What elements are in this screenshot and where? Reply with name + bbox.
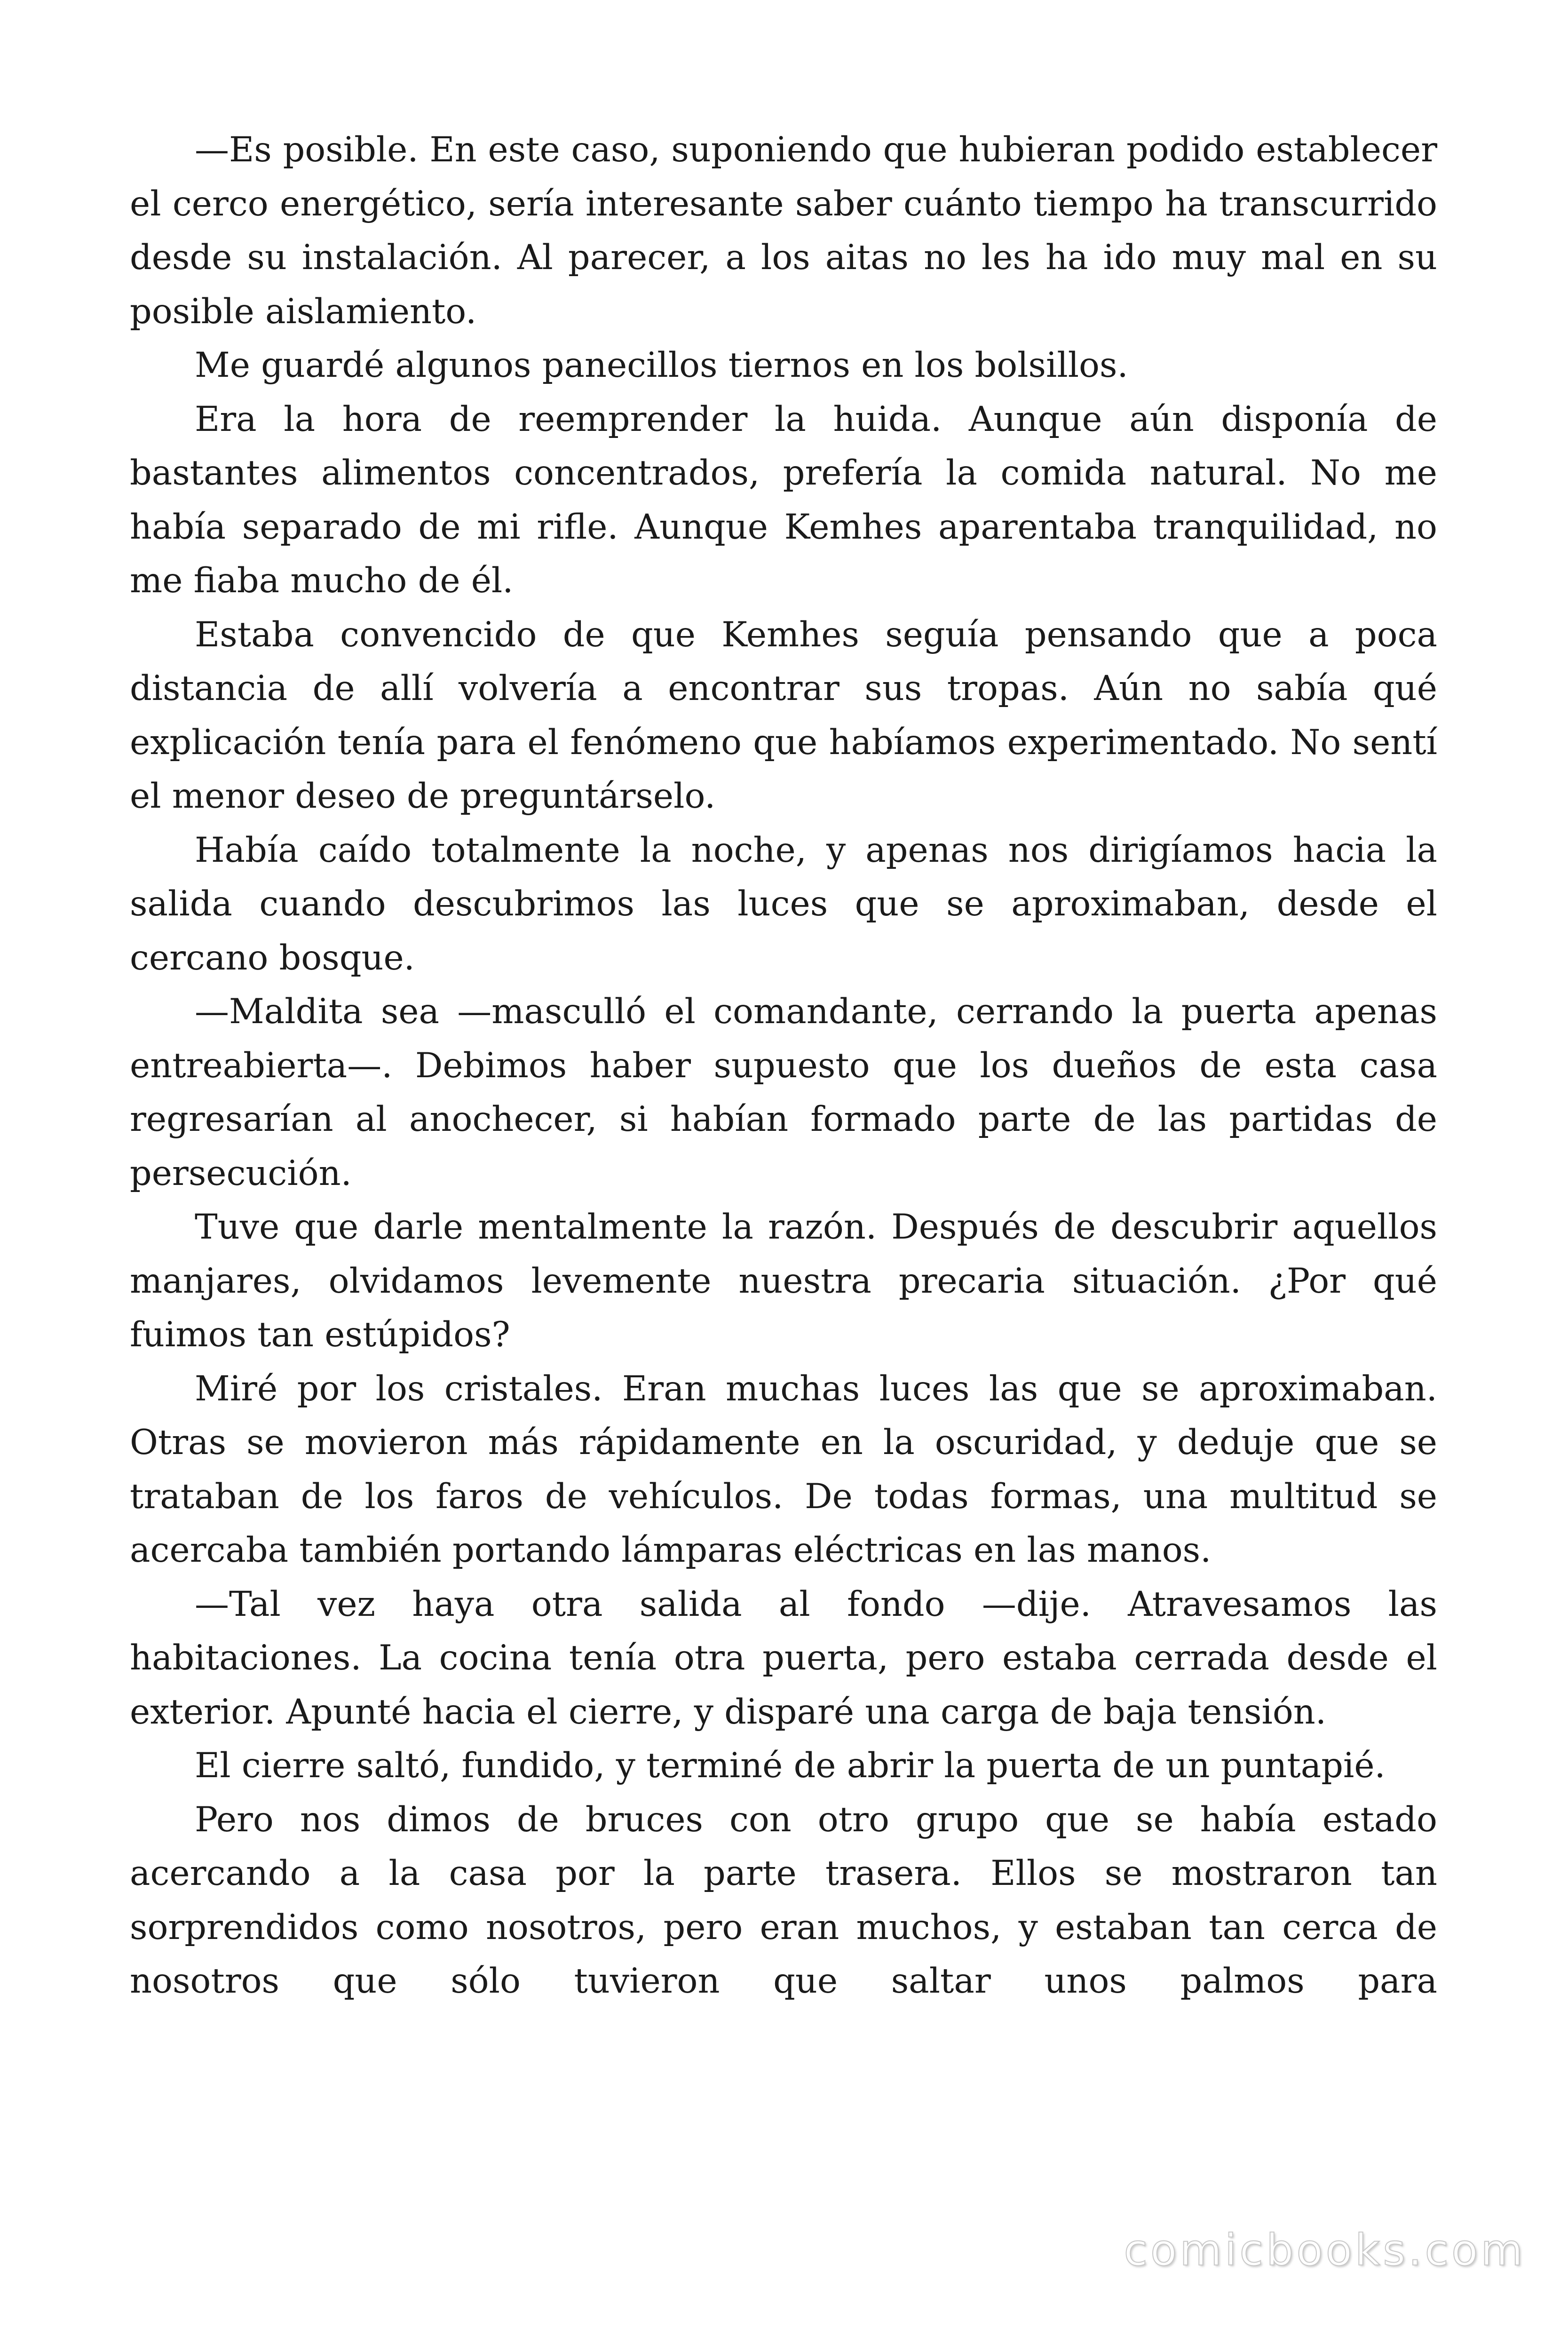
body-text bbox=[130, 123, 1437, 2009]
paragraph: Me guardé algunos panecillos tiernos en los bolsillos. bbox=[195, 345, 1128, 385]
paragraph: Pero nos dimos de bruces con otro grupo que se había estado acercando a la casa por la parte trasera. Ellos se mostraron tan sorprendidos como nosotros, pero eran muchos, y estaban tan cerca de nosotros que sólo tuvieron que saltar unos palmos para bbox=[130, 1799, 1437, 2001]
paragraph: Tuve que darle mentalmente la razón. Después de descubrir aquellos manjares, olvidamos levemente nuestra precaria situación. ¿Por qué fuimos tan estúpidos? bbox=[130, 1207, 1437, 1355]
paragraph: —Tal vez haya otra salida al fondo —dije. Atravesamos las habitaciones. La cocina tenía otra puerta, pero estaba cerrada desde el exterior. Apunté hacia el cierre, y disparé una carga de baja tensión. bbox=[130, 1584, 1437, 1732]
watermark: comicbooks.com bbox=[1124, 2225, 1526, 2275]
paragraph: —Maldita sea —masculló el comandante, cerrando la puerta apenas entreabierta—. Debimos haber supuesto que los dueños de esta casa regresarían al anochecer, si habían formado parte de las partidas de persecución. bbox=[130, 992, 1437, 1193]
paragraph: Estaba convencido de que Kemhes seguía pensando que a poca distancia de allí volvería a encontrar sus tropas. Aún no sabía qué explicación tenía para el fenómeno que habíamos experimentado. No sentí el menor deseo de preguntárselo. bbox=[130, 614, 1437, 816]
paragraph: El cierre saltó, fundido, y terminé de abrir la puerta de un puntapié. bbox=[195, 1746, 1386, 1786]
paragraph: Había caído totalmente la noche, y apenas nos dirigíamos hacia la salida cuando descubrimos las luces que se aproximaban, desde el cercano bosque. bbox=[130, 830, 1437, 978]
paragraph: Miré por los cristales. Eran muchas luces las que se aproximaban. Otras se movieron más rápidamente en la oscuridad, y deduje que se trataban de los faros de vehículos. De todas formas, una multitud se acercaba también portando lámparas eléctricas en las manos. bbox=[130, 1368, 1437, 1570]
paragraph: —Es posible. En este caso, suponiendo que hubieran podido establecer el cerco energético, sería interesante saber cuánto tiempo ha transcurrido desde su instalación. Al parecer, a los aitas no les ha ido muy mal en su posible aislamiento. bbox=[130, 130, 1437, 332]
paragraph: Era la hora de reemprender la huida. Aunque aún disponía de bastantes alimentos concentrados, prefería la comida natural. No me había separado de mi rifle. Aunque Kemhes aparentaba tranquilidad, no me fiaba mucho de él. bbox=[130, 399, 1437, 601]
